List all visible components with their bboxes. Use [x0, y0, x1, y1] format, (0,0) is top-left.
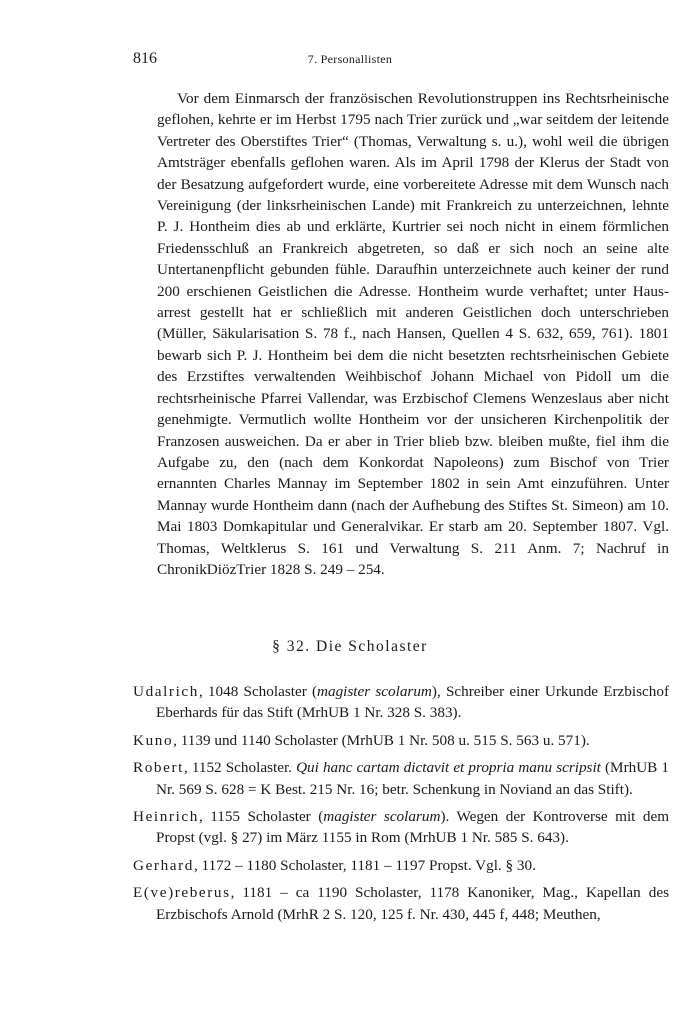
running-head: 7. Personallisten: [307, 52, 393, 66]
entry-text: , 1139 und 1140 Scholaster (MrhUB 1 Nr. 508 u. 515 S. 563 u. 571).: [173, 731, 590, 749]
list-item: [133, 882, 669, 925]
entry-name: Udalrich: [133, 683, 199, 700]
list-item: [133, 730, 669, 751]
list-item: [133, 681, 669, 724]
list-item: [133, 855, 669, 876]
page-number: 816: [133, 50, 157, 67]
entry-name: Kuno: [133, 731, 174, 749]
entry-text: , 1152 Scholaster. Qui hanc cartam dictavit et propria manu scripsit (MrhUB 1 Nr. 569 S. 628 = K Best. 215 Nr. 16; betr. Schenkung in Noviand an das Stift).: [156, 759, 670, 798]
entry-text: , 1048 Scholaster (magister scolarum), Schreiber einer Urkunde Erzbischof Eberhards für das Stift (MrhUB 1 Nr. 328 S. 383).: [156, 683, 670, 722]
entry-name: Robert: [133, 759, 184, 777]
latin-quote: magister scolarum: [317, 683, 432, 700]
scholaster-list: [133, 681, 669, 931]
entry-text: , 1181 – ca 1190 Scholaster, 1178 Kanoniker, Mag., Kapellan des Erzbischofs Arnold (MrhR 2 S. 120, 125 f. Nr. 430, 445 f, 448; Meuthen,: [156, 884, 669, 923]
entry-text: , 1155 Scholaster (magister scolarum). Wegen der Kontroverse mit dem Propst (vgl. § 27) im März 1155 in Rom (MrhUB 1 Nr. 585 S. 643).: [156, 808, 670, 847]
body-paragraph: Vor dem Einmarsch der französischen Revolutionstruppen ins Rechtsrheinische geflohen, kehrte er im Herbst 1795 nach Trier zurück und „war seitdem der leitende Vertreter des Oberstiftes Trier“ (Thomas, Verwaltung s. u.), wohl weil die übrigen Amtsträger ebenfalls geflohen waren. Als im April 1798 der Klerus der Stadt von der Besatzung aufgefordert wurde, eine vorbereitete Adresse mit dem Wunsch nach Vereinigung (der linksrheinischen Lande) mit Frankreich zu unterzeichnen, lehnte P. J. Hontheim dies ab und erklärte, Kurtrier sei noch nicht in einem förmlichen Friedensschluß an Frankreich abgetreten, so daß er sich noch an seine alte Untertanenpflicht gebunden fühle. Daraufhin unterzeichnete auch keiner der rund 200 erschienen Geistlichen die Adresse. Hontheim wurde verhaftet; unter Hausarrest gestellt hat er schließlich mit anderen Geistlichen doch unterschrieben (Müller, Säkularisation S. 78 f., nach Hansen, Quellen 4 S. 632, 659, 761). 1801 bewarb sich P. J. Hontheim bei dem die nicht besetzten rechtsrheinischen Gebiete des Erzstiftes verwaltenden Weihbischof Johann Michael von Pidoll um die rechtsrheinische Pfarrei Vallendar, was Erzbischof Clemens Wenzeslaus aber nicht genehmigte. Vermutlich wollte Hontheim vor der unsicheren Kirchenpolitik der Franzosen ausweichen. Da er aber in Trier blieb bzw. bleiben mußte, fiel ihm die Aufgabe zu, den (nach dem Konkordat Napoleons) zum Bischof von Trier ernannten Charles Mannay im September 1802 in sein Amt einzuführen. Unter Mannay wurde Hontheim dann (nach der Aufhebung des Stiftes St. Simeon) am 10. Mai 1803 Domkapitular und Generalvikar. Er starb am 20. September 1807. Vgl. Thomas, Weltklerus S. 161 und Verwaltung S. 211 Anm. 7; Nachruf in ChronikDiözTrier 1828 S. 249 – 254.: [157, 90, 669, 578]
latin-quote: Qui hanc cartam dictavit et propria manu scripsit: [296, 759, 601, 777]
section-heading: § 32. Die Scholaster: [272, 638, 428, 655]
entry-text: , 1172 – 1180 Scholaster, 1181 – 1197 Propst. Vgl. § 30.: [193, 856, 536, 874]
entry-name: Heinrich: [133, 808, 199, 826]
entry-name: E(ve)reberus: [133, 884, 231, 902]
list-item: [133, 806, 669, 849]
entry-name: Gerhard: [133, 856, 194, 874]
latin-quote: magister scolarum: [323, 808, 441, 826]
list-item: [133, 757, 669, 800]
